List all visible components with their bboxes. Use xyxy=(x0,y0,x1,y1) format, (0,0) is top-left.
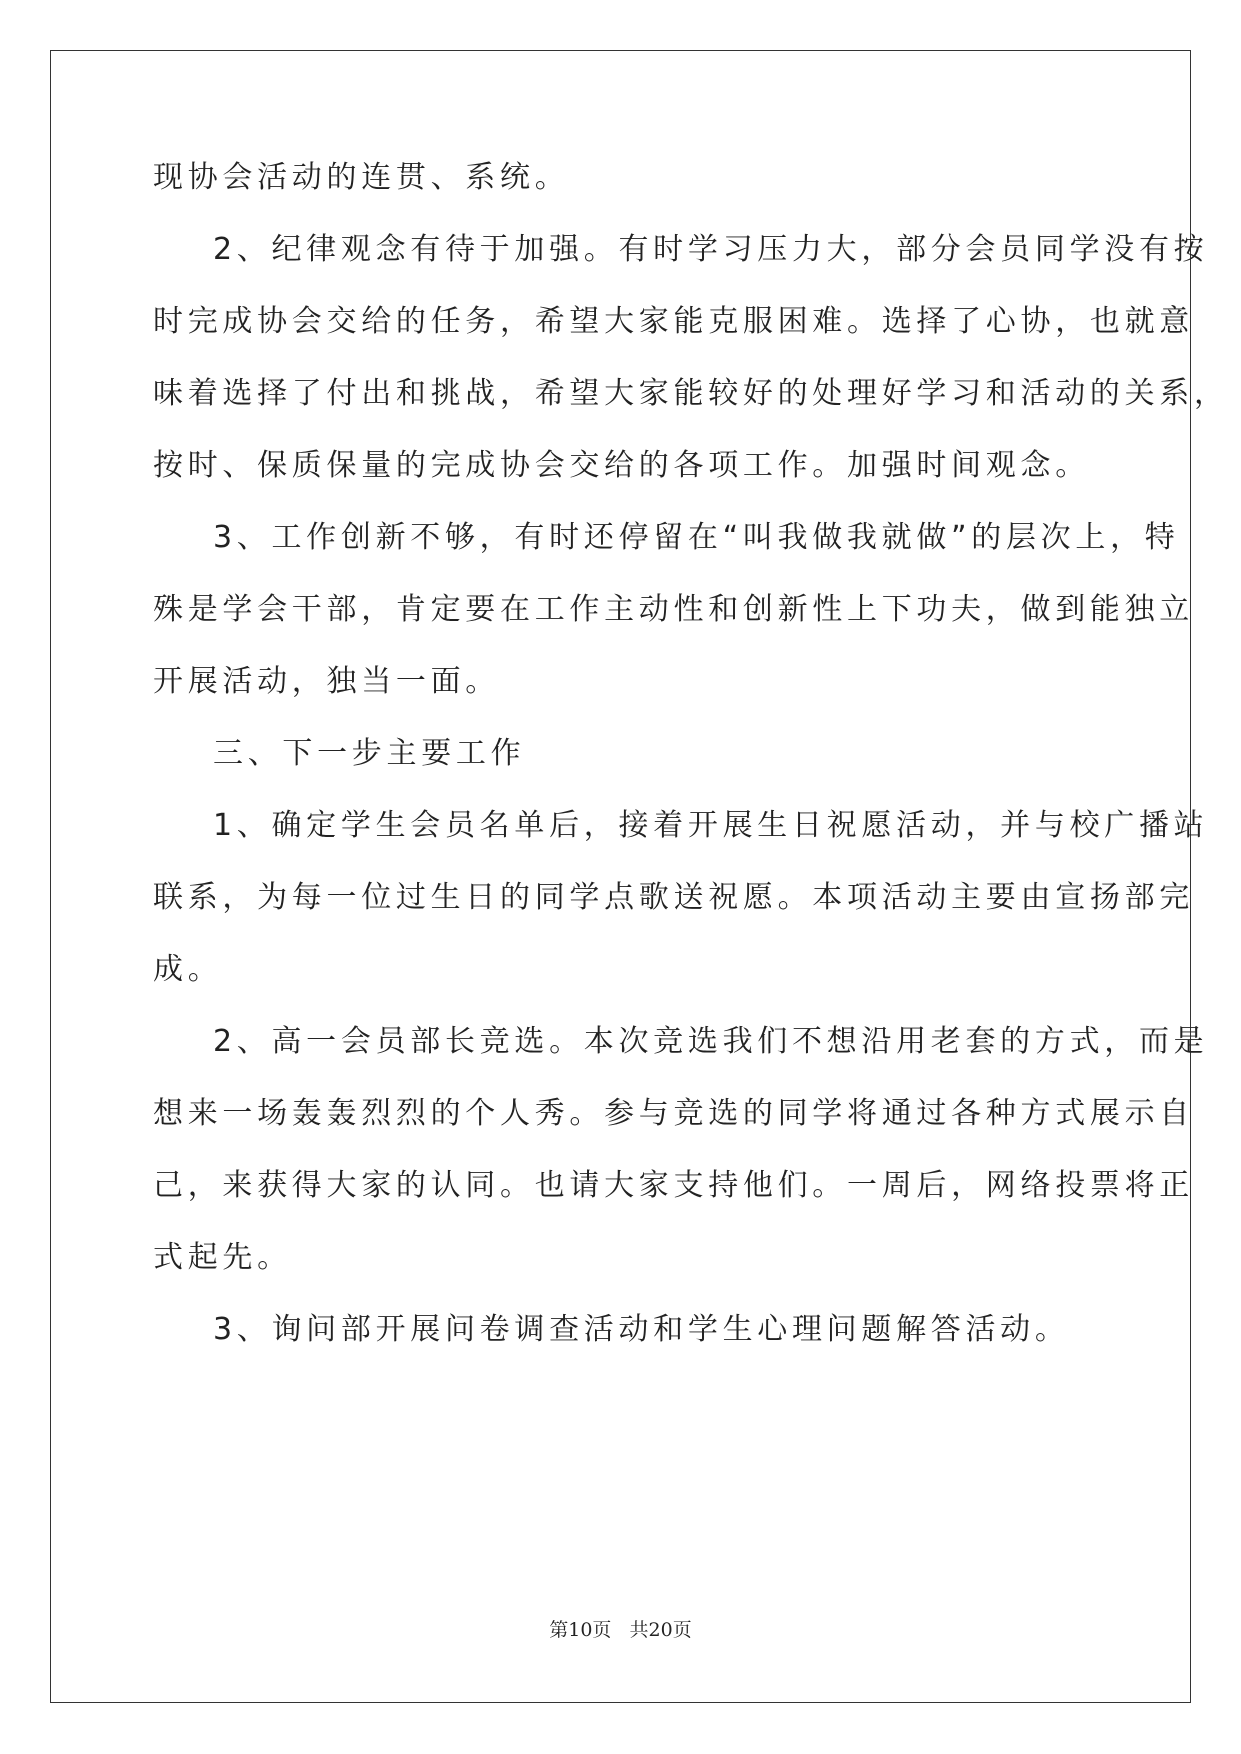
paragraph-line: 想来一场轰轰烈烈的个人秀。参与竞选的同学将通过各种方式展示自 xyxy=(153,1096,1194,1131)
paragraph-line: 殊是学会干部，肯定要在工作主动性和创新性上下功夫，做到能独立 xyxy=(153,592,1194,627)
paragraph-line: 联系，为每一位过生日的同学点歌送祝愿。本项活动主要由宣扬部完 xyxy=(153,880,1194,915)
paragraph-line: 开展活动，独当一面。 xyxy=(153,664,500,699)
paragraph-line: 2、高一会员部长竞选。本次竞选我们不想沿用老套的方式，而是 xyxy=(213,1024,1209,1059)
paragraph-line: 3、询问部开展问卷调查活动和学生心理问题解答活动。 xyxy=(213,1312,1070,1347)
paragraph-line: 时完成协会交给的任务，希望大家能克服困难。选择了心协，也就意 xyxy=(153,304,1194,339)
paragraph-line: 味着选择了付出和挑战，希望大家能较好的处理好学习和活动的关系， xyxy=(153,376,1229,411)
paragraph-line: 按时、保质保量的完成协会交给的各项工作。加强时间观念。 xyxy=(153,448,1090,483)
page-number-footer: 第10页 共20页 xyxy=(549,1619,692,1641)
paragraph-line: 3、工作创新不够，有时还停留在“叫我做我就做”的层次上，特 xyxy=(213,520,1180,555)
paragraph-line: 己，来获得大家的认同。也请大家支持他们。一周后，网络投票将正 xyxy=(153,1168,1194,1203)
paragraph-line: 现协会活动的连贯、系统。 xyxy=(153,160,570,195)
paragraph-line: 1、确定学生会员名单后，接着开展生日祝愿活动，并与校广播站 xyxy=(213,808,1209,843)
paragraph-line: 成。 xyxy=(153,952,223,987)
paragraph-line: 式起先。 xyxy=(153,1240,292,1275)
page-border xyxy=(50,50,1191,1703)
paragraph-line: 2、纪律观念有待于加强。有时学习压力大，部分会员同学没有按 xyxy=(213,232,1209,267)
section-heading: 三、下一步主要工作 xyxy=(213,736,526,771)
